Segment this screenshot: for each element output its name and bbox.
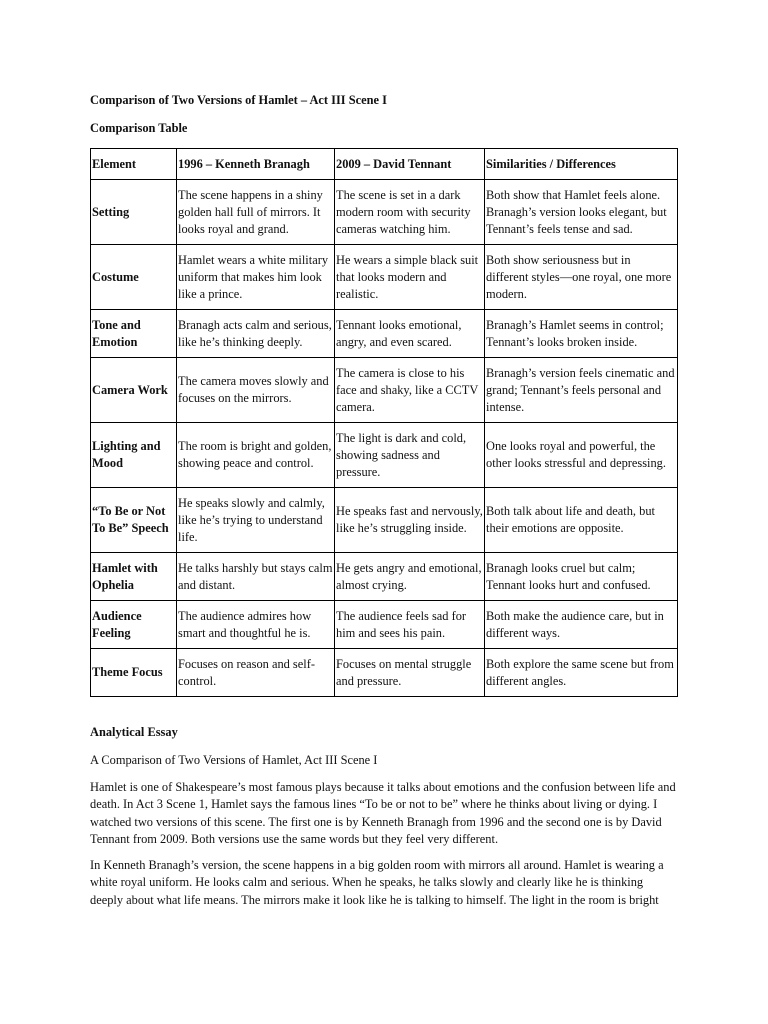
tennant-cell: Focuses on mental struggle and pressure. xyxy=(335,649,485,697)
row-element-cell: “To Be or Not To Be” Speech xyxy=(91,488,177,553)
table-row xyxy=(91,601,678,649)
row-element-cell: Theme Focus xyxy=(91,649,177,697)
row-element-cell: Costume xyxy=(91,245,177,310)
table-row xyxy=(91,310,678,358)
essay-paragraph: In Kenneth Branagh’s version, the scene happens in a big golden room with mirrors all around. Hamlet is wearing a white royal uniform. He looks calm and serious. When he speaks, he talks slowly and clearly like he is thinking deeply about what life means. The mirrors make it look like he is talking to himself. The light in the room is bright xyxy=(90,858,664,907)
comparison-cell: Both explore the same scene but from different angles. xyxy=(485,649,678,697)
comparison-cell: Branagh’s version feels cinematic and grand; Tennant’s feels personal and intense. xyxy=(485,358,678,423)
tennant-cell: The light is dark and cold, showing sadness and pressure. xyxy=(335,423,485,488)
row-element-cell: Setting xyxy=(91,180,177,245)
comparison-cell: Both make the audience care, but in different ways. xyxy=(485,601,678,649)
tennant-cell: He speaks fast and nervously, like he’s struggling inside. xyxy=(335,488,485,553)
branagh-cell: The camera moves slowly and focuses on the mirrors. xyxy=(177,358,335,423)
row-element-cell: Audience Feeling xyxy=(91,601,177,649)
branagh-cell: Focuses on reason and self-control. xyxy=(177,649,335,697)
row-element-cell: Camera Work xyxy=(91,358,177,423)
branagh-cell: He talks harshly but stays calm and distant. xyxy=(177,553,335,601)
essay-heading: Analytical Essay xyxy=(90,725,178,739)
table-row xyxy=(91,488,678,553)
column-header-tennant: 2009 – David Tennant xyxy=(335,149,485,180)
branagh-cell: The room is bright and golden, showing peace and control. xyxy=(177,423,335,488)
tennant-cell: He gets angry and emotional, almost crying. xyxy=(335,553,485,601)
branagh-cell: Branagh acts calm and serious, like he’s thinking deeply. xyxy=(177,310,335,358)
branagh-cell: The audience admires how smart and thoughtful he is. xyxy=(177,601,335,649)
comparison-cell: Both talk about life and death, but their emotions are opposite. xyxy=(485,488,678,553)
table-row xyxy=(91,423,678,488)
essay-subtitle: A Comparison of Two Versions of Hamlet, Act III Scene I xyxy=(90,753,378,767)
comparison-cell: One looks royal and powerful, the other looks stressful and depressing. xyxy=(485,423,678,488)
column-header-element: Element xyxy=(91,149,177,180)
table-heading: Comparison Table xyxy=(90,121,188,135)
tennant-cell: The scene is set in a dark modern room with security cameras watching him. xyxy=(335,180,485,245)
tennant-cell: Tennant looks emotional, angry, and even scared. xyxy=(335,310,485,358)
row-element-cell: Hamlet with Ophelia xyxy=(91,553,177,601)
branagh-cell: Hamlet wears a white military uniform that makes him look like a prince. xyxy=(177,245,335,310)
essay-paragraph: Hamlet is one of Shakespeare’s most famous plays because it talks about emotions and the confusion between life and death. In Act 3 Scene 1, Hamlet says the famous lines “To be or not to be” where he thinks about living or dying. I watched two versions of this scene. The first one is by Kenneth Branagh from 1996 and the second one is by David Tennant from 2009. Both versions use the same words but they feel very different. xyxy=(90,780,676,847)
table-header-row xyxy=(91,149,678,180)
branagh-cell: The scene happens in a shiny golden hall full of mirrors. It looks royal and grand. xyxy=(177,180,335,245)
table-row xyxy=(91,649,678,697)
comparison-cell: Branagh’s Hamlet seems in control; Tennant’s looks broken inside. xyxy=(485,310,678,358)
column-header-comparison: Similarities / Differences xyxy=(485,149,678,180)
tennant-cell: He wears a simple black suit that looks modern and realistic. xyxy=(335,245,485,310)
column-header-branagh: 1996 – Kenneth Branagh xyxy=(177,149,335,180)
table-row xyxy=(91,553,678,601)
comparison-cell: Both show seriousness but in different styles—one royal, one more modern. xyxy=(485,245,678,310)
comparison-cell: Both show that Hamlet feels alone. Branagh’s version looks elegant, but Tennant’s feels tense and sad. xyxy=(485,180,678,245)
tennant-cell: The audience feels sad for him and sees his pain. xyxy=(335,601,485,649)
table-row xyxy=(91,358,678,423)
table-row xyxy=(91,180,678,245)
document-title: Comparison of Two Versions of Hamlet – Act III Scene I xyxy=(90,93,387,107)
branagh-cell: He speaks slowly and calmly, like he’s trying to understand life. xyxy=(177,488,335,553)
table-row xyxy=(91,245,678,310)
comparison-table xyxy=(90,148,678,697)
comparison-cell: Branagh looks cruel but calm; Tennant looks hurt and confused. xyxy=(485,553,678,601)
row-element-cell: Lighting and Mood xyxy=(91,423,177,488)
tennant-cell: The camera is close to his face and shaky, like a CCTV camera. xyxy=(335,358,485,423)
row-element-cell: Tone and Emotion xyxy=(91,310,177,358)
